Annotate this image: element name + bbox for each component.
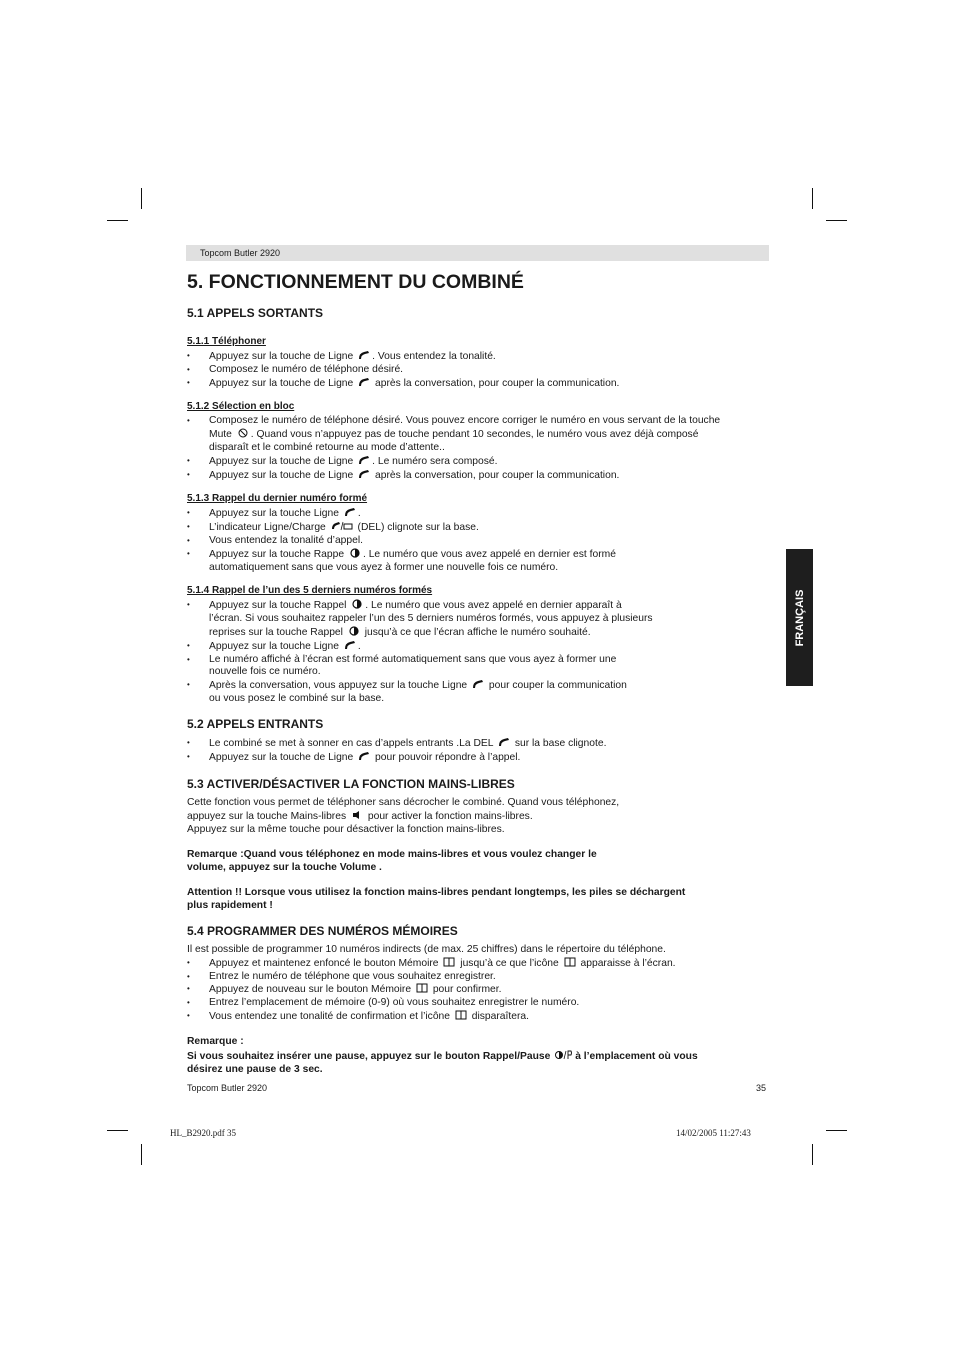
phone-line-icon [472,679,484,689]
list-item: • Le combiné se met à sonner en cas d’appels entrants .La DEL sur la base clignote. [187,737,777,751]
page-number: 35 [756,1083,767,1093]
section-heading-5-3: 5.3 ACTIVER/DÉSACTIVER LA FONCTION MAINS-LIBRES [187,777,515,792]
crop-mark [826,1130,847,1131]
crop-mark [812,1144,813,1165]
bullet-list [187,957,777,1024]
subsection-heading-5-1-3: 5.1.3 Rappel du dernier numéro formé [187,493,368,505]
phone-line-icon [358,377,370,387]
phone-line-icon [358,350,370,360]
section-heading-5-1: 5.1 APPELS SORTANTS [187,306,324,320]
crop-mark [141,1144,142,1165]
phone-line-icon [358,455,370,465]
page-title: 5. FONCTIONNEMENT DU COMBINÉ [187,271,524,293]
list-item: • Appuyez sur la touche de Ligne . Vous entendez la tonalité. [187,350,777,364]
list-item: • Appuyez sur la touche Ligne . [187,507,777,521]
paragraph: Cette fonction vous permet de téléphoner sans décrocher le combiné. Quand vous téléphonez, appuyez sur la touche Mains-libres pour activer la fonction mains-libres. Appuyez sur la même touche pour désactiver la fonction mains-libres. [187,797,620,835]
list-item: • Appuyez et maintenez enfoncé le bouton Mémoire jusqu’à ce que l’icône apparaisse à l’écran. [187,957,777,971]
remark-title: Remarque : [187,1035,244,1047]
list-item: • Le numéro affiché à l’écran est formé automatiquement sans que vous ayez à former une nouvelle fois ce numéro. [187,654,777,680]
redial-icon [349,548,361,558]
memory-book-icon [443,957,455,967]
list-item: • Composez le numéro de téléphone désiré. Vous pouvez encore corriger le numéro en vous servant de la touche Mute . Quand vous n’appuyez pas de touche pendant 10 secondes, le numéro vous avez déjà composé disparaît et le combiné retourne au mode d’attente.. [187,415,777,454]
list-item: • Vous entendez une tonalité de confirmation et l’icône disparaîtera. [187,1010,777,1024]
bullet-list [187,737,777,765]
section-heading-5-2: 5.2 APPELS ENTRANTS [187,716,324,731]
phone-line-icon [344,507,356,517]
memory-book-icon [564,957,576,967]
phone-line-icon [498,737,510,747]
crop-mark [826,220,847,221]
remark-note: Remarque :Quand vous téléphonez en mode mains-libres et vous voulez changer le volume, appuyez sur la touche Volume . [187,848,597,873]
list-item: • Appuyez sur la touche Rappe . Le numéro que vous avez appelé en dernier est formé automatiquement sans que vous ayez à former une nouvelle fois ce numéro. [187,548,777,575]
subsection-heading-5-1-2: 5.1.2 Sélection en bloc [187,401,295,413]
page-content [187,268,777,1077]
redial-icon [351,599,363,609]
memory-book-icon [416,983,428,993]
print-file-info: HL_B2920.pdf 35 [170,1128,236,1138]
handsfree-icon [351,810,363,820]
phone-line-icon [344,640,356,650]
crop-mark [107,220,128,221]
print-datetime: 14/02/2005 11:27:43 [676,1128,751,1138]
list-item: • Après la conversation, vous appuyez sur la touche Ligne pour couper la communication ou vous posez le combiné sur la base. [187,679,777,706]
paragraph: Il est possible de programmer 10 numéros indirects (de max. 25 chiffres) dans le répertoire du téléphone. [187,943,666,955]
list-item: • Appuyez sur la touche Ligne . [187,640,777,654]
redial-pause-icon [555,1050,573,1060]
list-item: • Entrez l’emplacement de mémoire (0-9) où vous souhaitez enregistrer le numéro. [187,997,777,1010]
footer-title: Topcom Butler 2920 [187,1083,268,1093]
bullet-list [187,350,777,390]
line-charge-icon [331,521,353,531]
crop-mark [107,1130,128,1131]
phone-line-icon [358,751,370,761]
list-item: • L’indicateur Ligne/Charge (DEL) clignote sur la base. [187,521,777,535]
list-item: • Composez le numéro de téléphone désiré. [187,364,777,377]
bullet-list [187,599,777,705]
bullet-list [187,415,777,482]
subsection-heading-5-1-1: 5.1.1 Téléphoner [187,336,266,347]
crop-mark [141,188,142,209]
list-item: • Appuyez sur la touche Rappel . Le numéro que vous avez appelé en dernier apparaît à l’écran. Si vous souhaitez rappeler l’un des 5 derniers numéros formés, vous appuyez à plusieurs reprises sur la touche Rappel jusqu’à ce que l’écran affiche le numéro souhaité. [187,599,777,639]
crop-mark [812,188,813,209]
list-item: • Vous entendez la tonalité d’appel. [187,535,777,548]
redial-icon [348,626,360,636]
subsection-heading-5-1-4: 5.1.4 Rappel de l’un des 5 derniers numéros formés [187,585,433,597]
list-item: • Entrez le numéro de téléphone que vous souhaitez enregistrer. [187,971,777,984]
bullet-list [187,507,777,574]
list-item: • Appuyez sur la touche de Ligne après la conversation, pour couper la communication. [187,469,777,483]
running-header: Topcom Butler 2920 [186,245,769,261]
remark-note: Si vous souhaitez insérer une pause, appuyez sur le bouton Rappel/Pause à l’emplacement où vous désirez une pause de 3 sec. [187,1051,698,1076]
memory-book-icon [455,1010,467,1020]
list-item: • Appuyez de nouveau sur le bouton Mémoire pour confirmer. [187,983,777,997]
section-heading-5-4: 5.4 PROGRAMMER DES NUMÉROS MÉMOIRES [187,923,458,938]
list-item: • Appuyez sur la touche de Ligne . Le numéro sera composé. [187,455,777,469]
language-tab: FRANÇAIS [786,549,813,686]
mute-icon [237,428,249,438]
phone-line-icon [358,469,370,479]
list-item: • Appuyez sur la touche de Ligne pour pouvoir répondre à l’appel. [187,751,777,765]
list-item: • Appuyez sur la touche de Ligne après la conversation, pour couper la communication. [187,377,777,391]
attention-note: Attention !! Lorsque vous utilisez la fonction mains-libres pendant longtemps, les piles se déchargent plus rapidement ! [187,887,686,912]
